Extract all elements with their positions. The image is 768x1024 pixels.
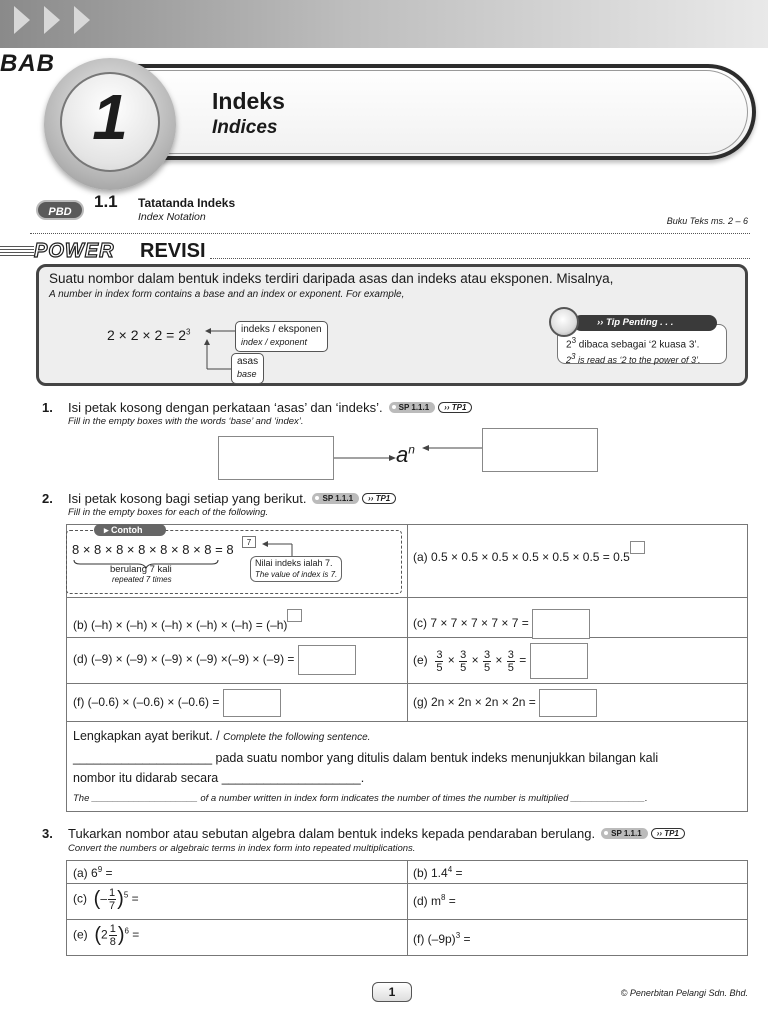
equation-exponent: 3 — [186, 327, 191, 337]
q3e[interactable]: (e) (2 $\frac{1}{8}$ )$^6$ = — [73, 923, 140, 948]
table-row-divider — [67, 883, 747, 884]
base-label-box — [231, 353, 264, 384]
index-note-malay: Nilai indeks ialah 7. — [255, 558, 333, 568]
example-exponent-box: 7 — [242, 536, 256, 548]
q2e: (e) $\frac{3}{5}$ × $\frac{3}{5}$ × $\frac{3}{5}$ × $\frac{3}{5}$ = — [413, 643, 588, 679]
bab-label: BAB — [0, 50, 55, 77]
repeat-label-english: repeated 7 times — [112, 575, 172, 584]
q2b: (b) (–h) × (–h) × (–h) × (–h) × (–h) = (–h) — [73, 609, 302, 632]
sentence-line-1[interactable]: ____________________ pada suatu nombor yang ditulis dalam bentuk indeks menunjukkan bilangan kali — [73, 751, 659, 765]
pbd-badge: PBD — [36, 200, 84, 220]
q2c: (c) 7 × 7 × 7 × 7 × 7 = — [413, 609, 590, 639]
speed-lines-icon — [0, 246, 34, 258]
textbook-reference: Buku Teks ms. 2 – 6 — [666, 216, 748, 226]
header-band — [0, 0, 768, 48]
index-note-box — [250, 556, 342, 582]
sentence-line-2[interactable]: nombor itu didarab secara ____________________. — [73, 771, 365, 785]
base-label-english: base — [237, 369, 257, 379]
q3c[interactable]: (c) (– $\frac{1}{7}$ )$^5$ = — [73, 887, 139, 912]
index-label-box — [235, 321, 328, 352]
q3-text-english: Convert the numbers or algebraic terms in index form into repeated multiplications. — [68, 843, 416, 854]
q2f-answer-box[interactable] — [223, 689, 281, 717]
tip-title: ›› Tip Penting . . . — [573, 315, 717, 331]
q2-number: 2. — [42, 491, 53, 506]
q2g-answer-box[interactable] — [539, 689, 597, 717]
q3-text: Tukarkan nombor atau sebutan algebra dalam bentuk indeks kepada pendaraban berulang. SP 1.1.1 ›› TP1 — [68, 826, 685, 841]
example-equation: 8 × 8 × 8 × 8 × 8 × 8 × 8 = 8 — [72, 542, 234, 557]
lightbulb-icon — [549, 307, 579, 337]
info-box — [36, 264, 748, 386]
sp-badge: SP 1.1.1 — [601, 828, 648, 839]
power-word: POWER — [34, 240, 115, 262]
q3-table — [66, 860, 748, 956]
dotted-divider — [30, 233, 750, 234]
chevron-icon — [14, 6, 30, 34]
section-title: Tatatanda Indeks — [138, 196, 236, 210]
chapter-subtitle: Indices — [212, 117, 278, 138]
q1-a-power-n: $a^n$ — [396, 442, 415, 467]
chapter-number: 1 — [92, 81, 128, 153]
index-note-english: The value of index is 7. — [255, 570, 338, 579]
q2e-answer-box[interactable] — [530, 643, 588, 679]
section-number: 1.1 — [94, 192, 118, 211]
q1-number: 1. — [42, 400, 53, 415]
index-label-english: index / exponent — [241, 337, 308, 347]
q2a-answer-box[interactable] — [630, 541, 645, 554]
table-row-divider — [67, 919, 747, 920]
q2d: (d) (–9) × (–9) × (–9) × (–9) ×(–9) × (–9) = — [73, 645, 356, 675]
q2a: (a) 0.5 × 0.5 × 0.5 × 0.5 × 0.5 × 0.5 = 0.5 — [413, 541, 645, 564]
table-row-divider — [67, 637, 747, 638]
tp-badge: ›› TP1 — [651, 828, 685, 839]
table-row-divider — [67, 597, 747, 598]
tp-badge: ›› TP1 — [362, 493, 396, 504]
q3f[interactable]: (f) $(-9p)^3$ = — [413, 931, 471, 946]
tip-line-english: $2^3$ is read as ‘2 to the power of 3’. — [566, 352, 701, 366]
example-equation — [107, 327, 190, 343]
info-text-malay: Suatu nombor dalam bentuk indeks terdiri daripada asas dan indeks atau eksponen. Misalnya, — [49, 271, 614, 286]
chevron-icon — [44, 6, 60, 34]
q1-index-answer-box[interactable] — [482, 428, 598, 472]
q3b[interactable]: (b) $1.4^4$ = — [413, 865, 463, 880]
table-row-divider — [67, 721, 747, 722]
q2c-answer-box[interactable] — [532, 609, 590, 639]
dotted-divider — [210, 258, 750, 259]
page-number: 1 — [372, 982, 412, 1002]
chapter-title-banner-inner — [116, 70, 748, 154]
table-row-divider — [67, 683, 747, 684]
info-text-english: A number in index form contains a base and an index or exponent. For example, — [49, 289, 405, 300]
q3a[interactable]: (a) $6^9$ = — [73, 865, 113, 880]
sp-badge: SP 1.1.1 — [389, 402, 436, 413]
base-label: asas — [237, 356, 259, 367]
complete-instruction: Lengkapkan ayat berikut. / Complete the following sentence. — [73, 729, 371, 743]
q3-number: 3. — [42, 826, 53, 841]
repeat-label-malay: berulang 7 kali — [110, 564, 172, 575]
section-subtitle: Index Notation — [138, 211, 206, 223]
q1-text-english: Fill in the empty boxes with the words ‘base’ and ‘index’. — [68, 416, 304, 427]
index-label: indeks / eksponen — [241, 324, 322, 335]
revisi-word: REVISI — [140, 240, 206, 262]
q2-text: Isi petak kosong bagi setiap yang berikut. SP 1.1.1 ›› TP1 — [68, 491, 396, 506]
column-divider — [407, 525, 408, 721]
q1-text-malay: Isi petak kosong dengan perkataan ‘asas’ dan ‘indeks’. — [68, 400, 383, 415]
q1-base-answer-box[interactable] — [218, 436, 334, 480]
example-label: ▸ Contoh — [94, 524, 166, 536]
chevron-icon — [74, 6, 90, 34]
q2d-answer-box[interactable] — [298, 645, 356, 675]
tp-badge: ›› TP1 — [438, 402, 472, 413]
q2g: (g) 2n × 2n × 2n × 2n = — [413, 689, 597, 717]
column-divider — [407, 861, 408, 955]
tip-line-malay: $2^3$ dibaca sebagai ‘2 kuasa 3’. — [566, 336, 700, 351]
chapter-title: Indeks — [212, 88, 285, 114]
sp-badge: SP 1.1.1 — [312, 493, 359, 504]
q2b-answer-box[interactable] — [287, 609, 302, 622]
equation-text: 2 × 2 × 2 = 2 — [107, 327, 187, 343]
power-revisi-heading — [0, 240, 768, 264]
sentence-english[interactable]: The ____________________ of a number written in index form indicates the number of times the number is multiplied ______________. — [73, 793, 648, 804]
copyright: © Penerbitan Pelangi Sdn. Bhd. — [620, 988, 748, 998]
q2-text-english: Fill in the empty boxes for each of the following. — [68, 507, 269, 518]
q3d[interactable]: (d) $m^8$ = — [413, 893, 456, 908]
q2f: (f) (–0.6) × (–0.6) × (–0.6) = — [73, 689, 281, 717]
q1-text — [68, 400, 472, 415]
